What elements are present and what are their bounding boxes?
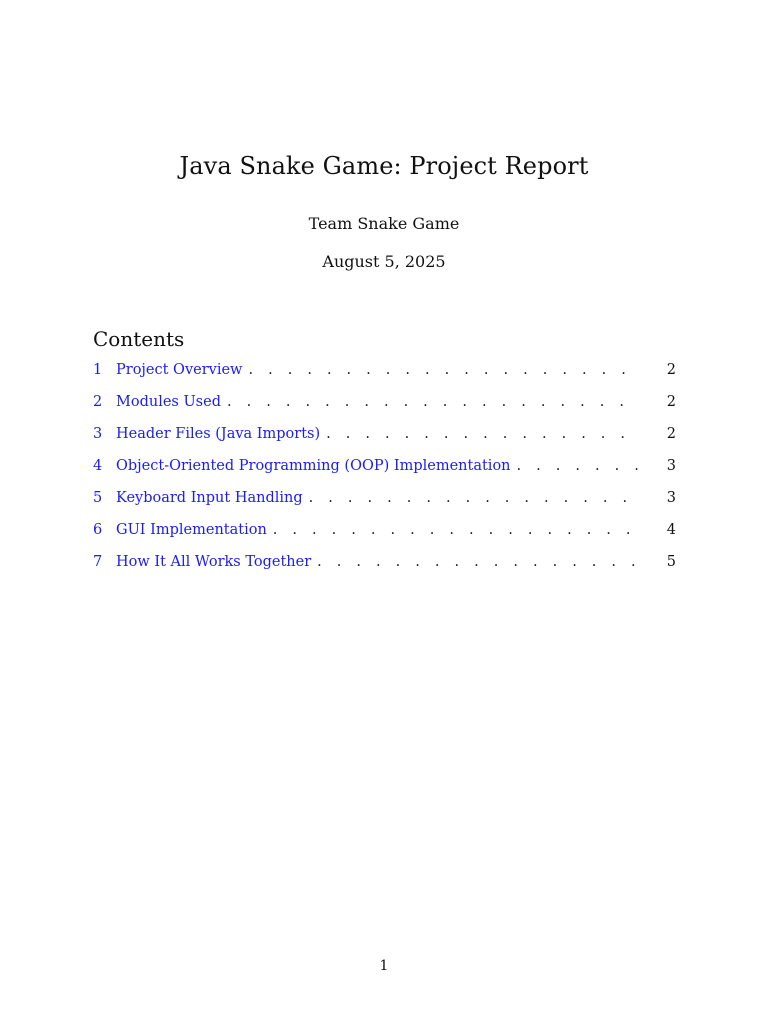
- toc-leader-dots: [227, 394, 638, 410]
- toc-entry-page: 2: [666, 362, 676, 378]
- toc-entry-link[interactable]: GUI Implementation: [116, 522, 267, 538]
- toc-leader-dots: [309, 490, 638, 506]
- toc-entry-link[interactable]: Header Files (Java Imports): [116, 426, 321, 442]
- toc-entry-header-files[interactable]: [93, 426, 676, 458]
- document-title: Java Snake Game: Project Report: [179, 152, 589, 180]
- contents-heading: Contents: [93, 327, 185, 351]
- table-of-contents: [93, 362, 676, 586]
- toc-entry-link[interactable]: Object-Oriented Programming (OOP) Implementation: [116, 458, 511, 474]
- toc-entry-link[interactable]: Modules Used: [116, 394, 221, 410]
- toc-entry-page: 3: [666, 490, 676, 506]
- toc-leader-dots: [317, 554, 638, 570]
- toc-entry-modules-used[interactable]: [93, 394, 676, 426]
- toc-entry-link[interactable]: Project Overview: [116, 362, 243, 378]
- toc-leader-dots: [248, 362, 638, 378]
- toc-entry-how-it-works[interactable]: [93, 554, 676, 586]
- toc-leader-dots: [273, 522, 638, 538]
- toc-entry-page: 2: [666, 394, 676, 410]
- document-author: Team Snake Game: [308, 214, 460, 233]
- toc-entry-number[interactable]: 6: [93, 522, 103, 538]
- toc-entry-page: 2: [666, 426, 676, 442]
- toc-entry-gui-implementation[interactable]: [93, 522, 676, 554]
- toc-entry-number[interactable]: 5: [93, 490, 103, 506]
- toc-entry-number[interactable]: 4: [93, 458, 103, 474]
- toc-entry-project-overview[interactable]: [93, 362, 676, 394]
- toc-leader-dots: [517, 458, 638, 474]
- page-number: 1: [379, 958, 389, 974]
- document-date: August 5, 2025: [322, 252, 446, 271]
- toc-entry-number[interactable]: 2: [93, 394, 103, 410]
- toc-entry-link[interactable]: Keyboard Input Handling: [116, 490, 303, 506]
- toc-entry-oop-implementation[interactable]: [93, 458, 676, 490]
- toc-entry-link[interactable]: How It All Works Together: [116, 554, 312, 570]
- toc-entry-number[interactable]: 1: [93, 362, 103, 378]
- toc-entry-number[interactable]: 3: [93, 426, 103, 442]
- toc-entry-page: 5: [666, 554, 676, 570]
- toc-entry-number[interactable]: 7: [93, 554, 103, 570]
- toc-entry-page: 4: [666, 522, 676, 538]
- toc-entry-page: 3: [666, 458, 676, 474]
- toc-entry-keyboard-input[interactable]: [93, 490, 676, 522]
- toc-leader-dots: [326, 426, 638, 442]
